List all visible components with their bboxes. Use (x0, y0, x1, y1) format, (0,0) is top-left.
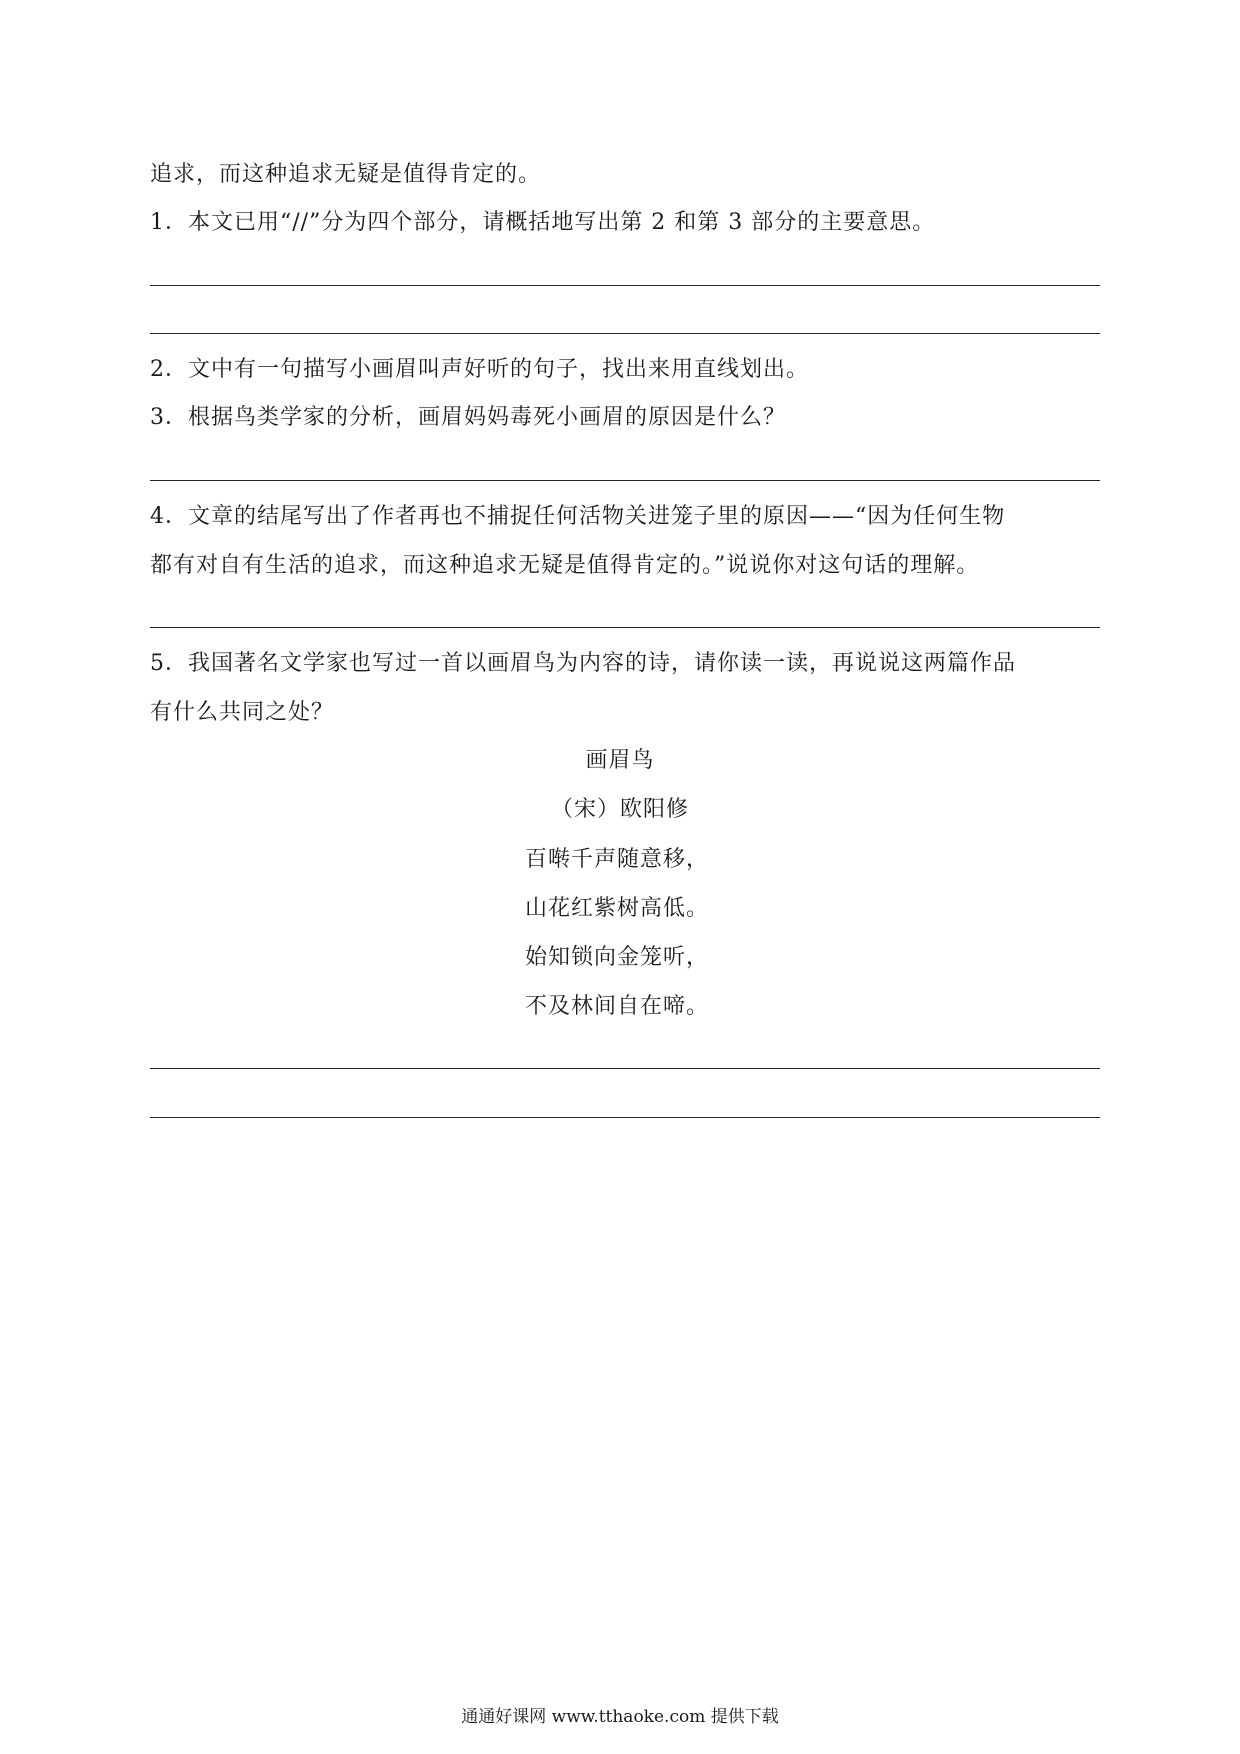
question-3: 3．根据鸟类学家的分析，画眉妈妈毒死小画眉的原因是什么？ (150, 405, 786, 430)
answer-line-q1-a[interactable] (150, 285, 1100, 286)
poem-title: 画眉鸟 (585, 748, 655, 773)
answer-line-q3[interactable] (150, 480, 1100, 481)
question-4-line-1: 4．文章的结尾写出了作者再也不捕捉任何活物关进笼子里的原因——“因为任何生物 (150, 504, 1006, 529)
poem-author: （宋）欧阳修 (550, 797, 689, 822)
poem-line-3: 始知锁向金笼听， (525, 945, 710, 970)
poem-line-1: 百啭千声随意移， (525, 847, 710, 872)
question-5-line-2: 有什么共同之处？ (150, 700, 335, 725)
continuation-text: 追求，而这种追求无疑是值得肯定的。 (150, 162, 542, 187)
answer-line-q4[interactable] (150, 627, 1100, 628)
question-4-line-2: 都有对自有生活的追求，而这种追求无疑是值得肯定的。”说说你对这句话的理解。 (150, 553, 980, 578)
question-1: 1．本文已用“//”分为四个部分，请概括地写出第 2 和第 3 部分的主要意思。 (150, 210, 936, 235)
answer-line-q5-b[interactable] (150, 1117, 1100, 1118)
question-2: 2．文中有一句描写小画眉叫声好听的句子，找出来用直线划出。 (150, 357, 809, 382)
question-5-line-1: 5．我国著名文学家也写过一首以画眉鸟为内容的诗，请你读一读，再说说这两篇作品 (150, 651, 1016, 676)
page-footer: 通通好课网 www.tthaoke.com 提供下载 (461, 1707, 779, 1727)
poem-line-4: 不及林间自在啼。 (525, 994, 710, 1019)
poem-line-2: 山花红紫树高低。 (525, 896, 710, 921)
answer-line-q1-b[interactable] (150, 333, 1100, 334)
answer-line-q5-a[interactable] (150, 1068, 1100, 1069)
